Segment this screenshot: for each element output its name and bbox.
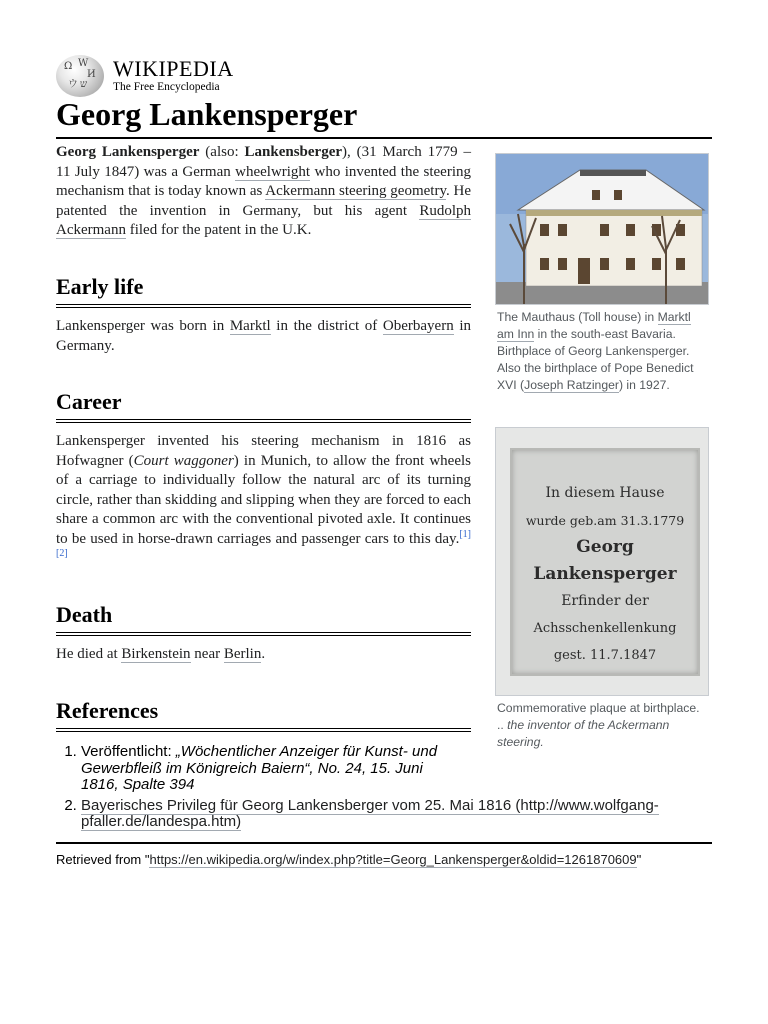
plaque-line: wurde geb.am 31.3.1779 [525,513,685,528]
plaque-caption [495,700,709,751]
plaque-photo[interactable] [495,427,709,696]
site-logo[interactable] [56,54,234,98]
link-oberbayern[interactable]: Oberbayern [382,318,454,334]
link-birkenstein[interactable]: Birkenstein [121,646,191,662]
reference-text: Veröffentlicht: [81,743,176,760]
body-text: in Germany. [56,318,471,354]
link-berlin[interactable]: Berlin [223,646,262,662]
plaque-inscription [510,480,700,669]
body-text: near [190,646,224,662]
link-wheelwright[interactable]: wheelwright [235,163,311,180]
intro-text: filed for the patent in the U.K. [125,222,312,238]
references-list [56,744,712,835]
figure-plaque [495,427,709,751]
career-paragraph [56,432,471,569]
intro-text: who invented the steering mechanism that is today known as [56,163,471,199]
caption-text: in the south-east Bavaria. Birthplace of Georg Lankensperger. Also the birthplace of Pope Benedict XVI ( [497,327,694,392]
plaque-line: Achsschenkellenkung [533,621,677,636]
link-rudolph-ackermann[interactable]: Rudolph Ackermann [56,202,471,238]
heading-references: References [56,698,471,732]
retrieved-link[interactable]: https://en.wikipedia.org/w/index.php?title=Georg_Lankensperger&oldid=1261870609 [149,852,637,867]
plaque-line: Georg Lankensperger [533,537,677,584]
link-ackermann-steering-geometry[interactable]: Ackermann steering geometry [265,183,446,199]
mauthaus-photo[interactable] [495,153,709,305]
career-section [56,432,471,569]
wordmark-text: WIKIPEDIA [113,56,234,82]
reference-italic: „Wöchentlicher Anzeiger für Kunst- und Gewerbfleiß im Königreich Baiern“, No. 24, 15. Juni 1816, Spalte 394 [81,743,438,793]
link-marktl[interactable]: Marktl [229,318,271,334]
retrieved-prefix: Retrieved from " [56,852,150,867]
link-marktl-am-inn[interactable]: Marktl am Inn [497,310,691,341]
early-life-paragraph [56,317,471,356]
subject-alias: Lankensberger [244,144,343,160]
subject-name: Georg Lankensperger [56,144,200,160]
figure-mauthaus [495,153,709,394]
wordmark [113,58,234,94]
plaque-line: gest. 11.7.1847 [553,648,657,663]
heading-early-life: Early life [56,274,471,308]
intro-paragraph [56,143,471,241]
intro-text: (also: [199,144,245,160]
body-text: He died at [56,646,122,662]
retrieved-suffix: " [636,852,642,867]
caption-text: ) in 1927. [618,378,670,392]
page-title: Georg Lankensperger [56,96,712,139]
reference-item-1 [81,744,451,794]
retrieved-from [56,852,641,867]
caption-text: Commemorative plaque at birthplace. .. [497,701,700,732]
intro-text: ), (31 March 1779 – 11 July 1847) was a German [56,144,472,180]
heading-death: Death [56,602,471,636]
footer-divider [56,842,712,844]
body-text: in the district of [270,318,383,334]
intro-section [56,143,471,241]
citation-1[interactable]: [1] [459,528,471,540]
intro-text: . He patented the invention in Germany, but his agent [56,183,472,219]
death-section [56,645,471,665]
court-waggoner-italic: Court waggoner [133,452,234,469]
caption-text: The Mauthaus (Toll house) in [497,310,658,324]
wikipedia-globe-icon: Ω W И ウ ש [56,55,104,97]
body-text: Lankensperger invented his steering mechanism in 1816 as Hofwagner ( [56,433,471,469]
mauthaus-caption [495,309,709,394]
reference-item-2 [81,798,712,831]
heading-career: Career [56,389,471,423]
reference-link-pfaller[interactable]: Bayerisches Privileg für Georg Lankensberger vom 25. Mai 1816 (http://www.wolfgang-pfaller.de/landespa.htm) [81,796,659,830]
plaque-line: Erfinder der [561,593,649,609]
body-text: . [261,646,266,662]
citation-2[interactable]: [2] [56,548,68,559]
wordmark-tagline: The Free Encyclopedia [113,81,220,94]
caption-italic: the inventor of the Ackermann steering. [497,718,670,749]
link-joseph-ratzinger[interactable]: Joseph Ratzinger [524,378,619,392]
body-text: Lankensperger was born in [56,318,230,334]
body-text: ) in Munich, to allow the front wheels of a carriage to individually follow the natural arc of its turning circle, rather than skidding and slipping when they are forced to each share a common arc with the conventional pivoted axle. It continues to be used in horse-drawn carriages and passenger cars to this day. [56,452,471,547]
early-life-section [56,317,471,356]
death-paragraph [56,645,471,665]
plaque-line: In diesem Hause [545,485,665,501]
